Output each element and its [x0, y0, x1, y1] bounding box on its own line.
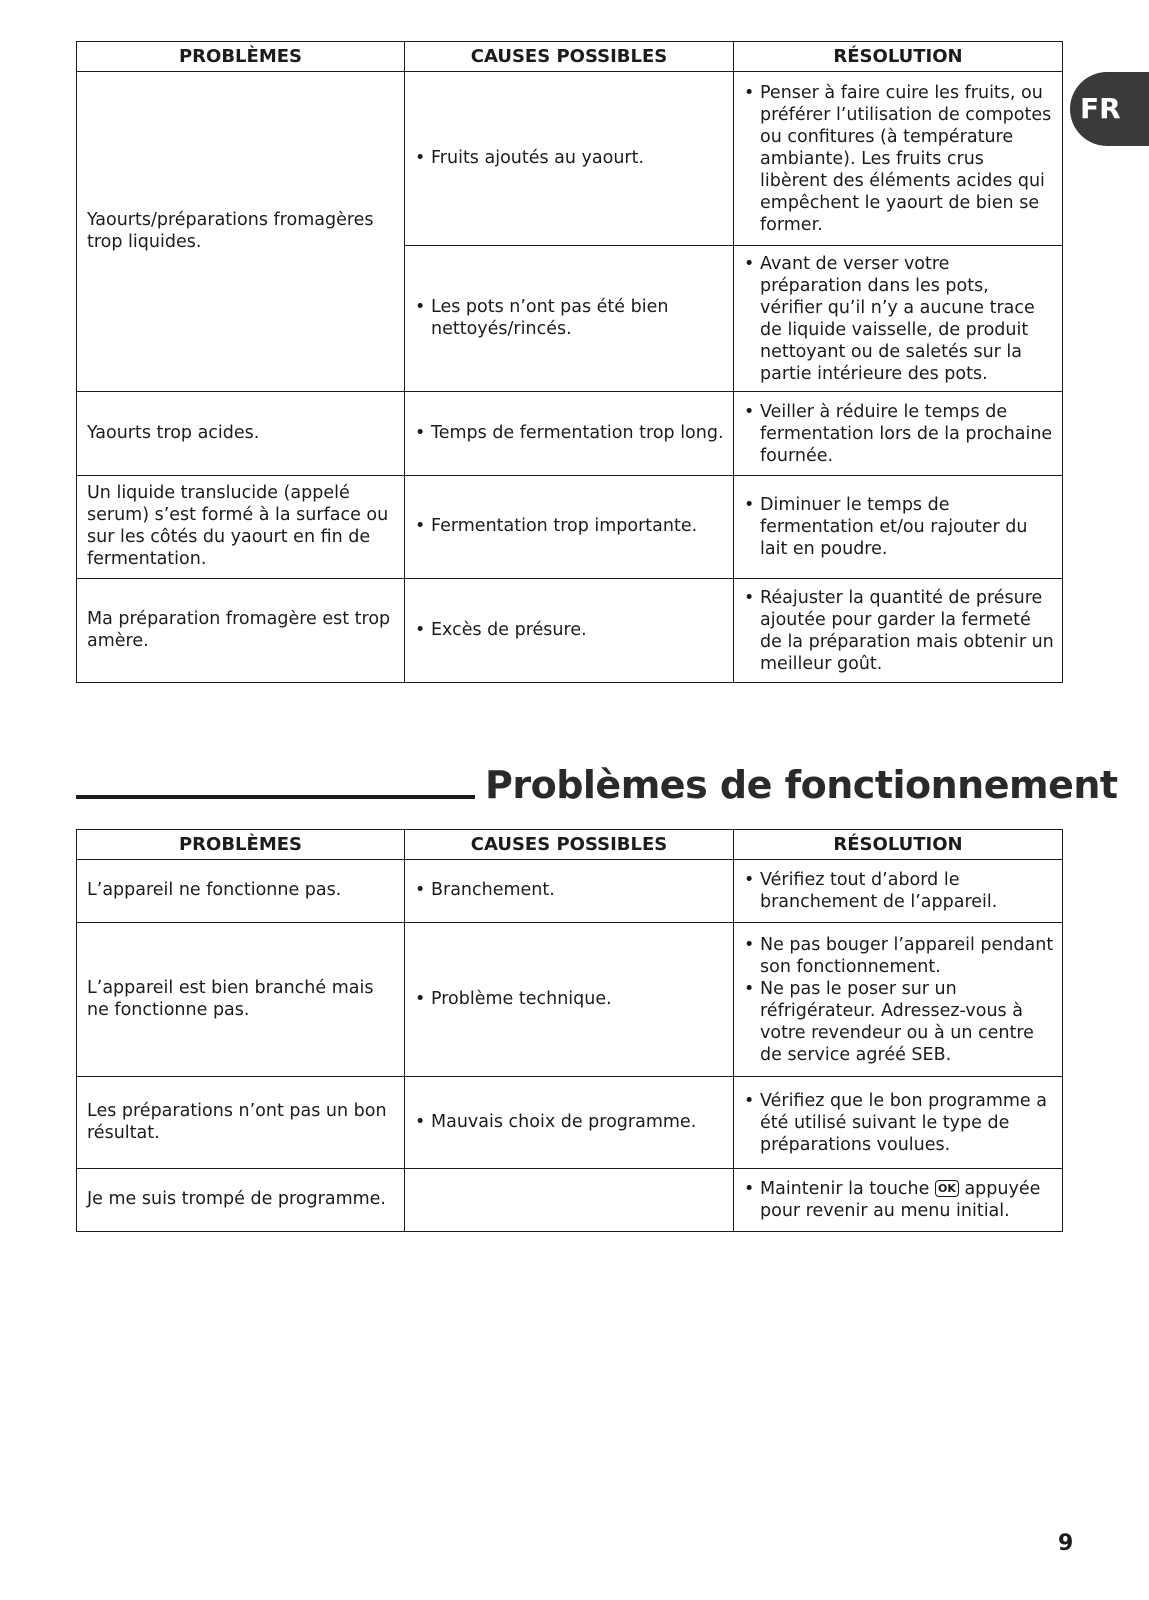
language-tab: FR	[1070, 72, 1149, 146]
table-row	[77, 72, 1063, 246]
resolution-cell	[734, 246, 1063, 392]
problem-cell: L’appareil est bien branché mais ne fonctionne pas.	[77, 923, 405, 1077]
section-rule	[76, 795, 475, 799]
header-causes: CAUSES POSSIBLES	[405, 830, 734, 860]
cause-cell	[405, 476, 734, 579]
resolution-cell	[734, 923, 1063, 1077]
table-row	[77, 476, 1063, 579]
resolution-text-before: Maintenir la touche	[760, 1179, 930, 1199]
header-resolution: RÉSOLUTION	[734, 42, 1063, 72]
cause-item: • Excès de présure.	[415, 619, 725, 641]
resolution-item: • Diminuer le temps de fermentation et/ou rajouter du lait en poudre.	[744, 494, 1054, 560]
problem-cell: Un liquide translucide (appelé serum) s’est formé à la surface ou sur les côtés du yaourt en fin de fermentation.	[77, 476, 405, 579]
resolution-cell	[734, 392, 1063, 476]
resolution-cell	[734, 860, 1063, 923]
cause-cell	[405, 860, 734, 923]
resolution-item: • Vérifiez que le bon programme a été utilisé suivant le type de préparations voulues.	[744, 1090, 1054, 1156]
resolution-cell	[734, 1077, 1063, 1169]
table-row	[77, 1077, 1063, 1169]
cause-cell	[405, 1169, 734, 1232]
problem-cell: Ma préparation fromagère est trop amère.	[77, 579, 405, 683]
cause-item: • Mauvais choix de programme.	[415, 1111, 725, 1133]
resolution-item: • Veiller à réduire le temps de fermentation lors de la prochaine fournée.	[744, 401, 1054, 467]
header-problems: PROBLÈMES	[77, 830, 405, 860]
cause-cell	[405, 923, 734, 1077]
header-problems: PROBLÈMES	[77, 42, 405, 72]
cause-cell	[405, 246, 734, 392]
resolution-cell	[734, 579, 1063, 683]
table-row	[77, 923, 1063, 1077]
cause-cell	[405, 579, 734, 683]
resolution-item: • Avant de verser votre préparation dans les pots, vérifier qu’il n’y a aucune trace de liquide vaisselle, de produit nettoyant ou de saletés sur la partie intérieure des pots.	[744, 253, 1054, 385]
page-number: 9	[1058, 1531, 1074, 1556]
cause-cell	[405, 72, 734, 246]
problem-cell: Yaourts trop acides.	[77, 392, 405, 476]
resolution-item: • Vérifiez tout d’abord le branchement de l’appareil.	[744, 869, 1054, 913]
problem-cell: Yaourts/préparations fromagères trop liquides.	[77, 72, 405, 392]
cause-item: • Fruits ajoutés au yaourt.	[415, 147, 725, 169]
resolution-item: • Penser à faire cuire les fruits, ou préférer l’utilisation de compotes ou confitures (à température ambiante). Les fruits crus libèrent des éléments acides qui empêchent le yaourt de bien se former.	[744, 82, 1054, 236]
table-row	[77, 392, 1063, 476]
table-row	[77, 860, 1063, 923]
cause-item: • Branchement.	[415, 879, 725, 901]
resolution-item: • Ne pas le poser sur un réfrigérateur. Adressez-vous à votre revendeur ou à un centre de service agréé SEB.	[744, 978, 1054, 1066]
problem-cell: Je me suis trompé de programme.	[77, 1169, 405, 1232]
cause-cell	[405, 392, 734, 476]
table-header-row	[77, 830, 1063, 860]
header-resolution: RÉSOLUTION	[734, 830, 1063, 860]
table-header-row	[77, 42, 1063, 72]
cause-item: • Problème technique.	[415, 988, 725, 1010]
cause-item: • Temps de fermentation trop long.	[415, 422, 725, 444]
problem-cell: L’appareil ne fonctionne pas.	[77, 860, 405, 923]
header-causes: CAUSES POSSIBLES	[405, 42, 734, 72]
table-row	[77, 1169, 1063, 1232]
resolution-cell	[734, 476, 1063, 579]
resolution-item	[744, 1178, 1054, 1222]
section-title: Problèmes de fonctionnement	[485, 763, 1118, 807]
problem-cell: Les préparations n’ont pas un bon résultat.	[77, 1077, 405, 1169]
cause-item: • Les pots n’ont pas été bien nettoyés/rincés.	[415, 296, 725, 340]
cause-item: • Fermentation trop importante.	[415, 515, 725, 537]
resolution-text-after: appuyée pour revenir au menu initial.	[760, 1179, 1041, 1221]
resolution-cell	[734, 72, 1063, 246]
troubleshooting-table-operation	[76, 829, 1063, 1232]
troubleshooting-table-results	[76, 41, 1063, 683]
resolution-item: • Réajuster la quantité de présure ajoutée pour garder la fermeté de la préparation mais obtenir un meilleur goût.	[744, 587, 1054, 675]
cause-cell	[405, 1077, 734, 1169]
ok-key-icon: OK	[935, 1180, 959, 1197]
resolution-item: • Ne pas bouger l’appareil pendant son fonctionnement.	[744, 934, 1054, 978]
table-row	[77, 579, 1063, 683]
resolution-cell	[734, 1169, 1063, 1232]
